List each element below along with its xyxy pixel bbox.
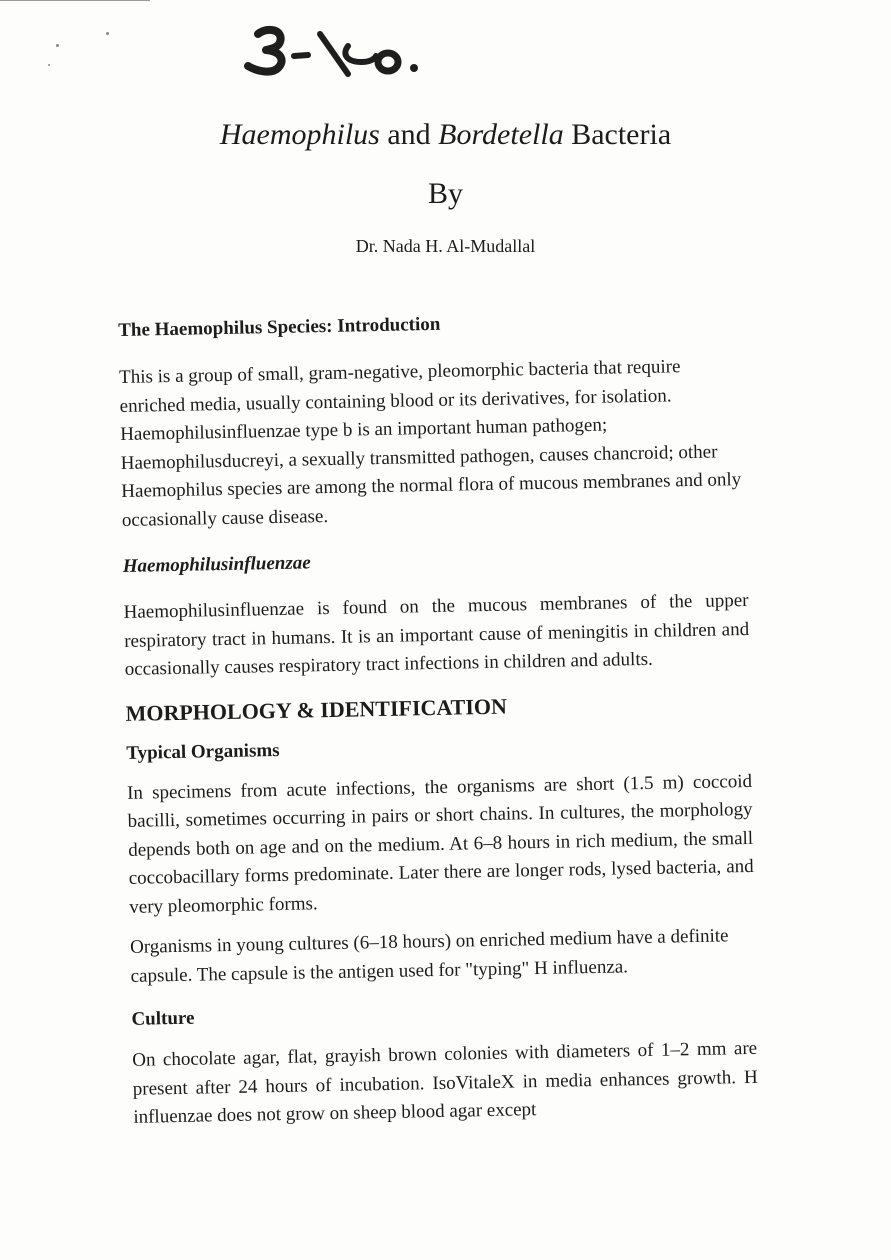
scan-speck [56,44,59,47]
title-genus-bordetella: Bordetella [438,118,564,151]
author-name: Dr. Nada H. Al-Mudallal [355,236,536,256]
section-heading-haemophilusinfluenzae: Haemophilusinfluenzae [122,552,311,577]
paragraph-haemophilusinfluenzae: Haemophilusinfluenzae is found on the mucous membranes of the upper respiratory tract in humans. It is an important cause of meningitis in children and occasionally causes respiratory tract infections in children and adults. [123,589,750,680]
title-connector: and [379,118,439,151]
section-heading-introduction: The Haemophilus Species: Introduction [118,313,441,341]
paragraph-culture: On chocolate agar, flat, grayish brown colonies with diameters of 1–2 mm are present after 24 hours of incubation. IsoVitaleX in media enhances growth. H influenzae does not grow on sheep blood agar except [132,1037,758,1128]
paragraph-typical-organisms: In specimens from acute infections, the organisms are short (1.5 m) coccoid bacilli, sometimes occurring in pairs or short chains. In cultures, the morphology depends both on age and on the medium. At 6–8 hours in rich medium, the small coccobacillary forms predominate. Later there are longer rods, lysed bacteria, and very pleomorphic forms. [126,770,754,918]
handwritten-note [236,22,426,82]
scan-edge-line [0,0,150,1]
scan-speck [106,32,109,35]
document-title [0,115,891,155]
section-heading-culture: Culture [131,1007,195,1030]
title-genus-haemophilus: Haemophilus [219,118,380,151]
by-line: By [427,177,463,210]
document-body [118,306,759,1132]
paragraph-introduction: This is a group of small, gram-negative, pleomorphic bacteria that require enriched media, usually containing blood or its derivatives, for isolation. Haemophilusinfluenzae type b is an important human pathogen; Haemophilusducreyi, a sexually transmitted pathogen, causes chancroid; other Haemophilus species are among the normal flora of mucous membranes and only occasionally cause disease. [118,356,742,531]
section-heading-morphology: MORPHOLOGY & IDENTIFICATION [125,693,508,726]
scan-speck [48,64,50,66]
title-suffix: Bacteria [563,118,672,151]
paragraph-capsule: Organisms in young cultures (6–18 hours) on enriched medium have a definite capsule. The capsule is the antigen used for "typing" H influenza. [129,925,729,987]
section-heading-typical-organisms: Typical Organisms [126,739,280,764]
